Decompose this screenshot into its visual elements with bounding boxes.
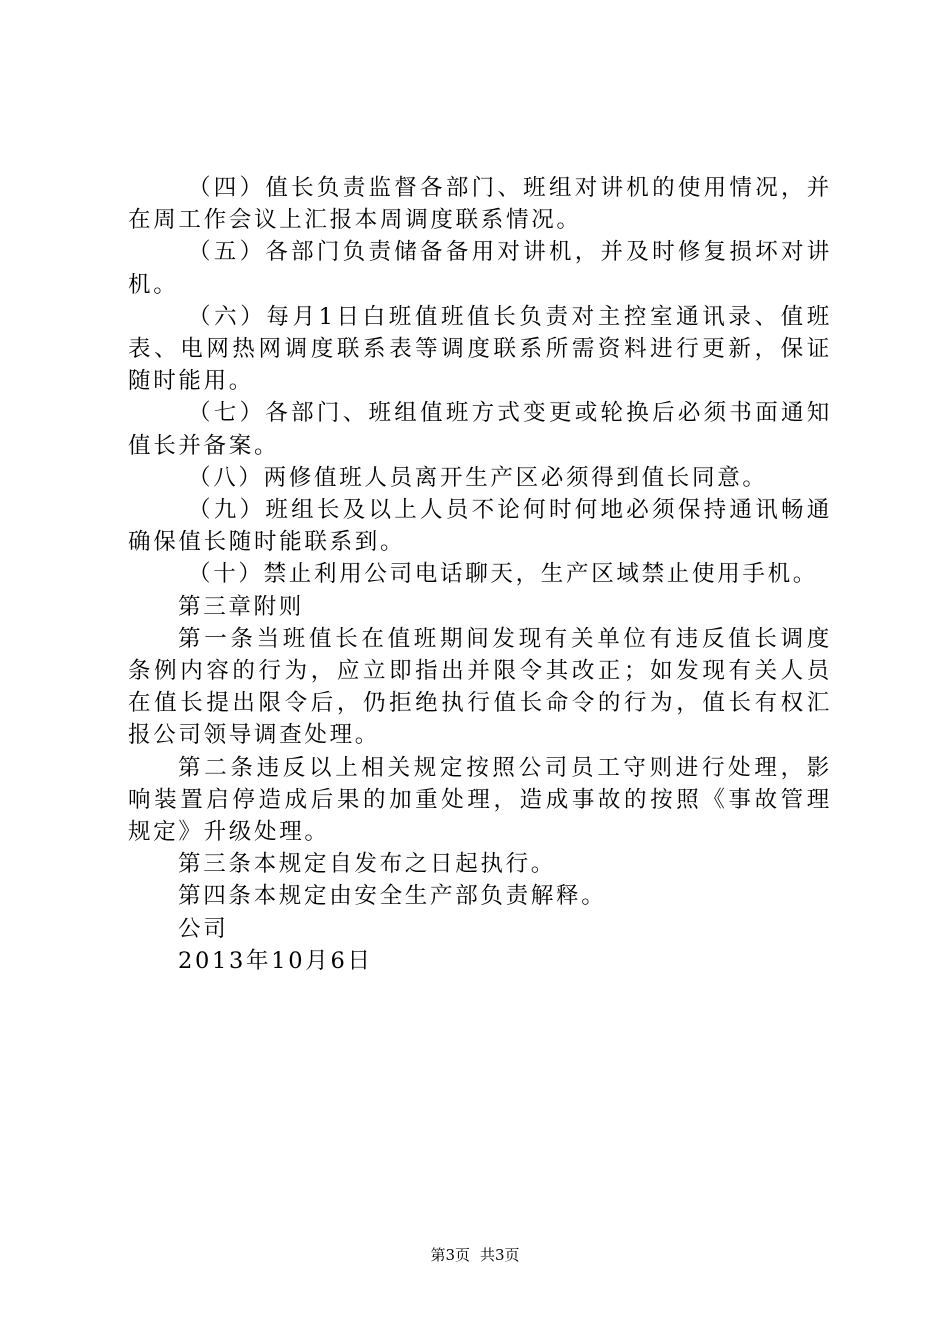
document-body — [128, 172, 832, 977]
chapter-heading: 第三章附则 — [178, 593, 305, 620]
article-2: 第二条违反以上相关规定按照公司员工守则进行处理，影响装置启停造成后果的加重处理，造成事故的按照《事故管理规定》升级处理。 — [128, 754, 832, 846]
paragraph-item-6: （六）每月1日白班值班值长负责对主控室通讯录、值班表、电网热网调度联系表等调度联系所需资料进行更新，保证随时能用。 — [128, 303, 832, 395]
paragraph-item-8: （八）两修值班人员离开生产区必须得到值长同意。 — [188, 464, 768, 491]
page-number: 第3页 — [430, 1246, 470, 1264]
paragraph-item-9: （九）班组长及以上人员不论何时何地必须保持通讯畅通确保值长随时能联系到。 — [128, 497, 832, 556]
company-signature: 公司 — [178, 915, 229, 942]
article-1: 第一条当班值长在值班期间发现有关单位有违反值长调度条例内容的行为，应立即指出并限令其改正；如发现有关人员在值长提出限令后，仍拒绝执行值长命令的行为，值长有权汇报公司领导调查处理。 — [128, 625, 832, 749]
article-3: 第三条本规定自发布之日起执行。 — [178, 851, 557, 878]
paragraph-item-10: （十）禁止利用公司电话聊天，生产区域禁止使用手机。 — [188, 561, 819, 588]
page-total: 共3页 — [480, 1246, 520, 1264]
paragraph-item-5: （五）各部门负责储备备用对讲机，并及时修复损坏对讲机。 — [128, 239, 832, 298]
article-4: 第四条本规定由安全生产部负责解释。 — [178, 883, 607, 910]
document-date: 2013年10月6日 — [178, 947, 373, 974]
paragraph-item-7: （七）各部门、班组值班方式变更或轮换后必须书面通知值长并备案。 — [128, 400, 832, 459]
page-footer — [0, 1245, 950, 1265]
paragraph-item-4: （四）值长负责监督各部门、班组对讲机的使用情况，并在周工作会议上汇报本周调度联系情况。 — [128, 175, 832, 234]
